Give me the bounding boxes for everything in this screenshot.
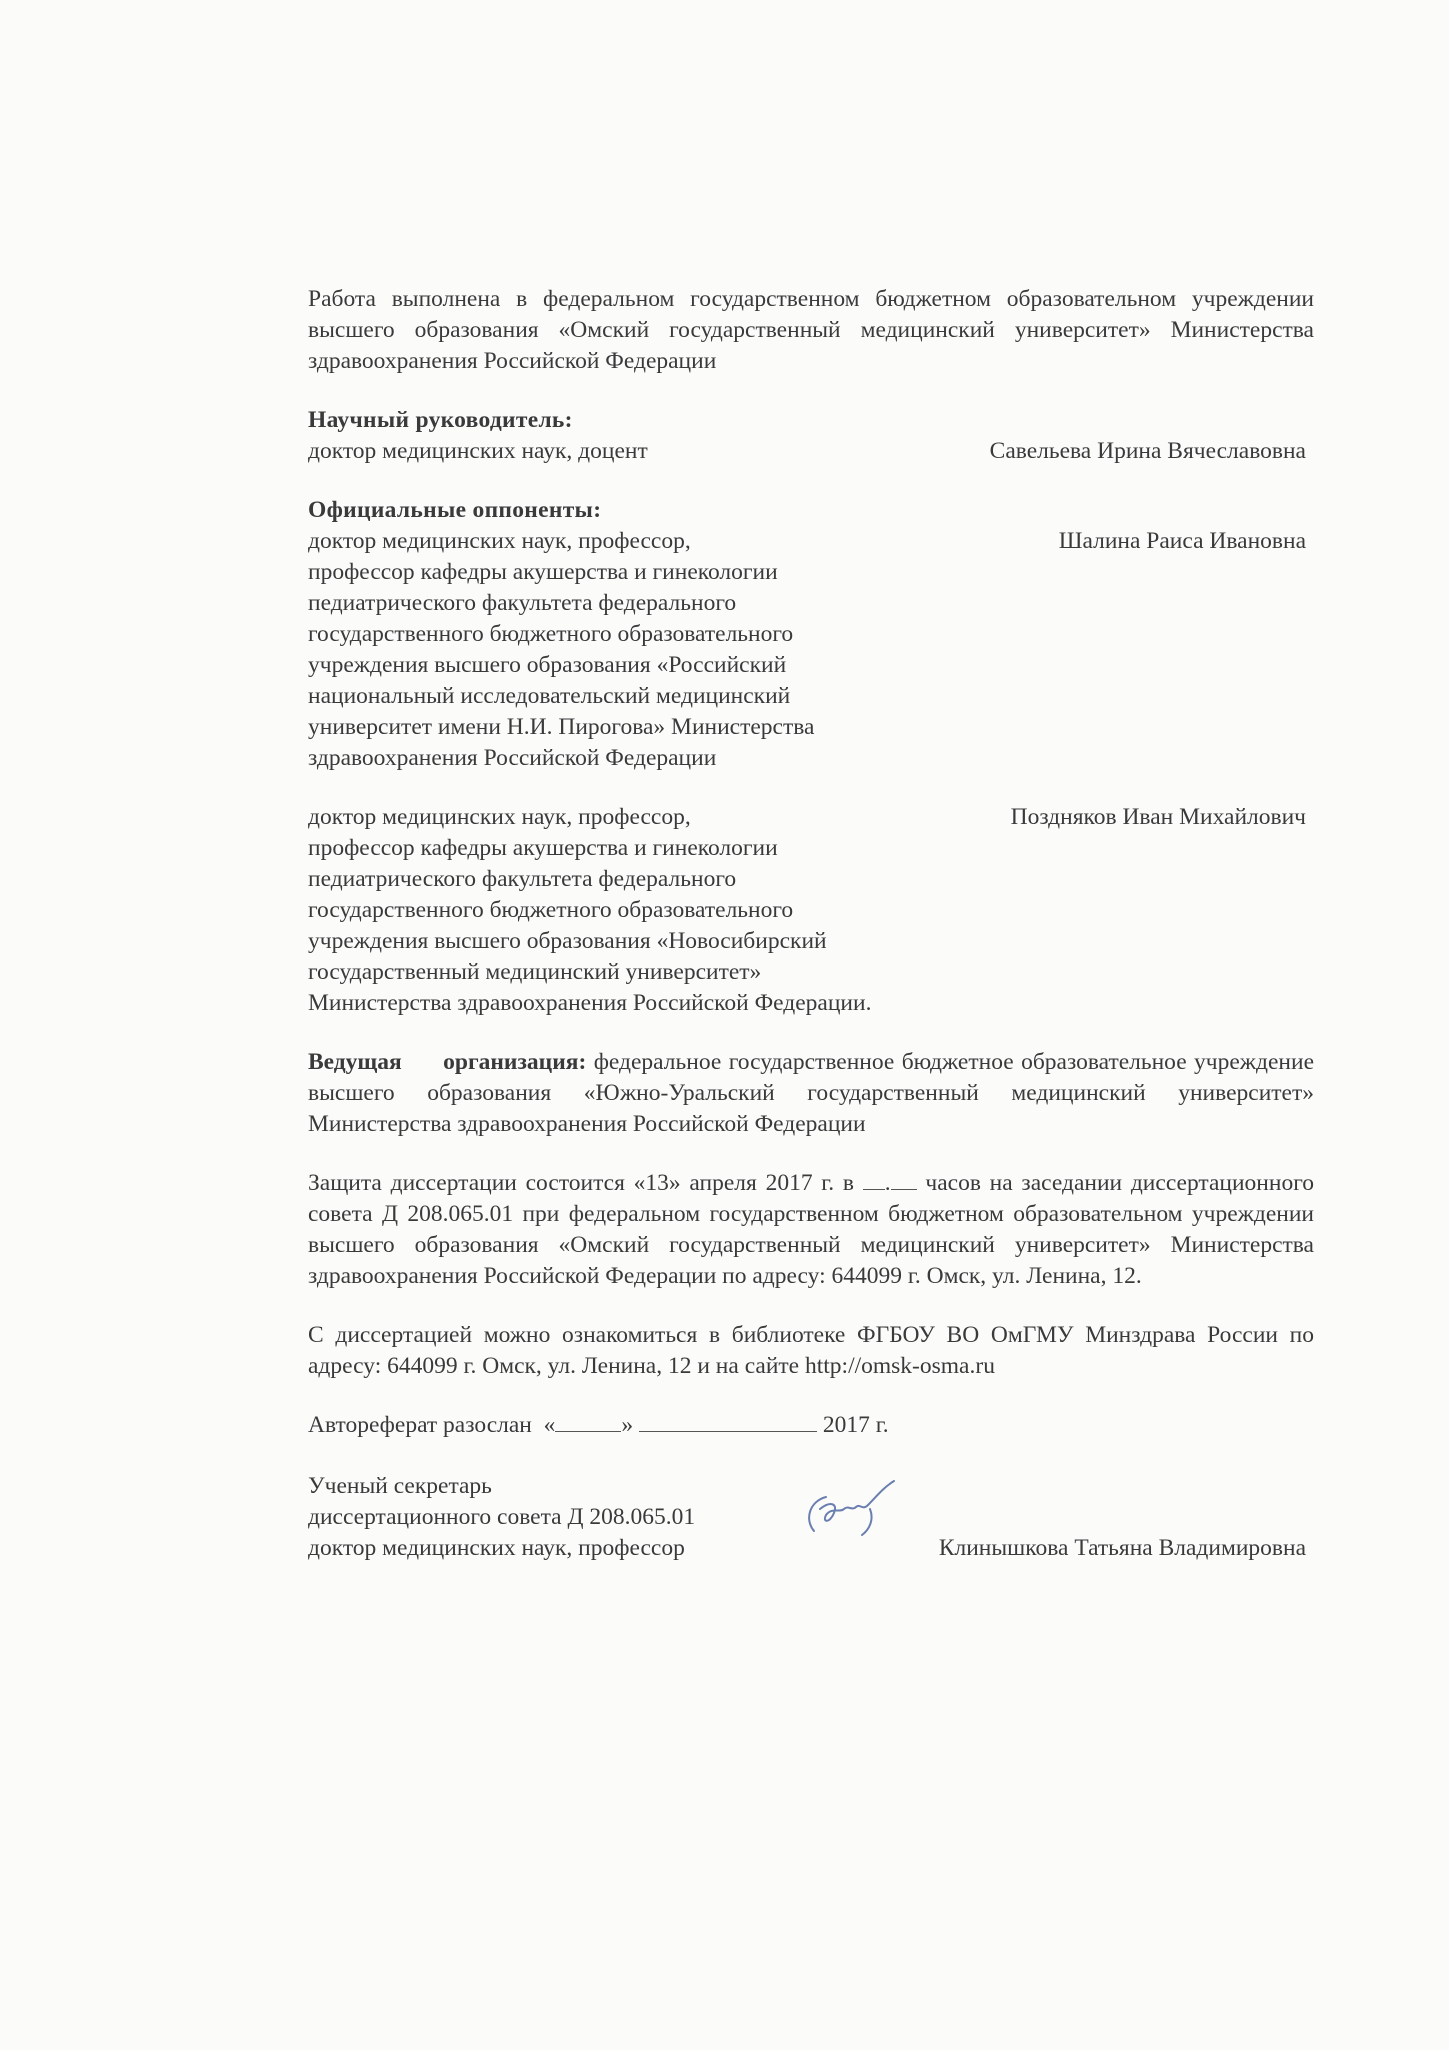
supervisor-section [308,405,1314,467]
opponent-second [308,802,1314,1019]
leading-organization [308,1047,1314,1140]
abstract-close-quote: » [621,1412,634,1438]
opponent-second-line: государственного бюджетного образовательного [308,897,794,923]
document-body [308,284,1314,1564]
defense-text-end: часов на заседании диссертационного совета Д 208.065.01 при федеральном государственном бюджетном образовательном учреждении высшего образования «Омский государственный медицинский университет» Министерства здравоохранения Российской Федерации по адресу: 644099 г. Омск, ул. Ленина, 12. [308,1170,1314,1289]
supervisor-name: Савельева Ирина Вячеславовна [989,438,1306,464]
supervisor-title: доктор медицинских наук, доцент [308,438,648,464]
opponent-first-line: государственного бюджетного образовательного [308,621,794,647]
defense-minute-blank [891,1169,917,1190]
opponents-heading: Официальные оппоненты: [308,497,602,523]
secretary-council: диссертационного совета Д 208.065.01 [308,1504,696,1530]
opponent-first [308,526,1314,774]
secretary-degree: доктор медицинских наук, профессор [308,1535,685,1561]
library-paragraph: С диссертацией можно ознакомиться в библиотеке ФГБОУ ВО ОмГМУ Минздрава России по адресу: 644099 г. Омск, ул. Ленина, 12 и на сайте http://omsk-osma.ru [308,1322,1314,1379]
opponent-first-line: университет имени Н.И. Пирогова» Министерства [308,714,815,740]
opponent-first-affiliation [308,526,948,774]
defense-time-separator: . [884,1170,891,1196]
opponent-second-line: учреждения высшего образования «Новосибирский [308,928,827,954]
opponents-section [308,495,1314,1019]
handwritten-signature [800,1479,910,1539]
opponent-first-line: педиатрического факультета федерального [308,590,737,616]
defense-text-start: Защита диссертации состоится «13» апреля 2017 г. в [308,1170,855,1196]
defense-hour-blank [863,1169,885,1190]
opponent-first-line: учреждения высшего образования «Российский [308,652,787,678]
abstract-year: 2017 г. [822,1412,889,1438]
opponent-second-affiliation [308,802,948,1019]
opponent-second-line: Министерства здравоохранения Российской Федерации. [308,990,872,1016]
defense-paragraph [308,1168,1314,1292]
opponent-first-line: здравоохранения Российской Федерации [308,745,717,771]
abstract-sent-line [308,1410,1314,1441]
leading-organization-label: Ведущая организация: [308,1049,587,1075]
opponent-second-line: профессор кафедры акушерства и гинекологии [308,835,778,861]
intro-paragraph: Работа выполнена в федеральном государственном бюджетном образовательном учреждении высшего образования «Омский государственный медицинский университет» Министерства здравоохранения Российской Федерации [308,286,1314,374]
opponent-first-line: национальный исследовательский медицинский [308,683,791,709]
opponent-second-line: педиатрического факультета федерального [308,866,737,892]
secretary-name: Клинышкова Татьяна Владимировна [938,1535,1306,1561]
opponent-first-name: Шалина Раиса Ивановна [1058,528,1306,554]
secretary-block [308,1471,1314,1564]
opponent-first-line: доктор медицинских наук, профессор, [308,528,691,554]
opponent-second-name: Поздняков Иван Михайлович [1010,804,1306,830]
supervisor-heading: Научный руководитель: [308,407,573,433]
abstract-month-blank [639,1411,817,1432]
abstract-day-blank [555,1411,621,1432]
supervisor-row [308,436,1314,467]
abstract-sent-label: Автореферат разослан [308,1412,532,1438]
opponent-second-line: доктор медицинских наук, профессор, [308,804,691,830]
secretary-role: Ученый секретарь [308,1473,492,1499]
opponent-first-line: профессор кафедры акушерства и гинекологии [308,559,778,585]
leading-organization-text: федеральное государственное бюджетное образовательное учреждение высшего образования «Южно-Уральский государственный медицинский университет» Министерства здравоохранения Российской Федерации [308,1049,1315,1137]
abstract-open-quote: « [543,1412,556,1438]
opponent-second-line: государственный медицинский университет» [308,959,762,985]
